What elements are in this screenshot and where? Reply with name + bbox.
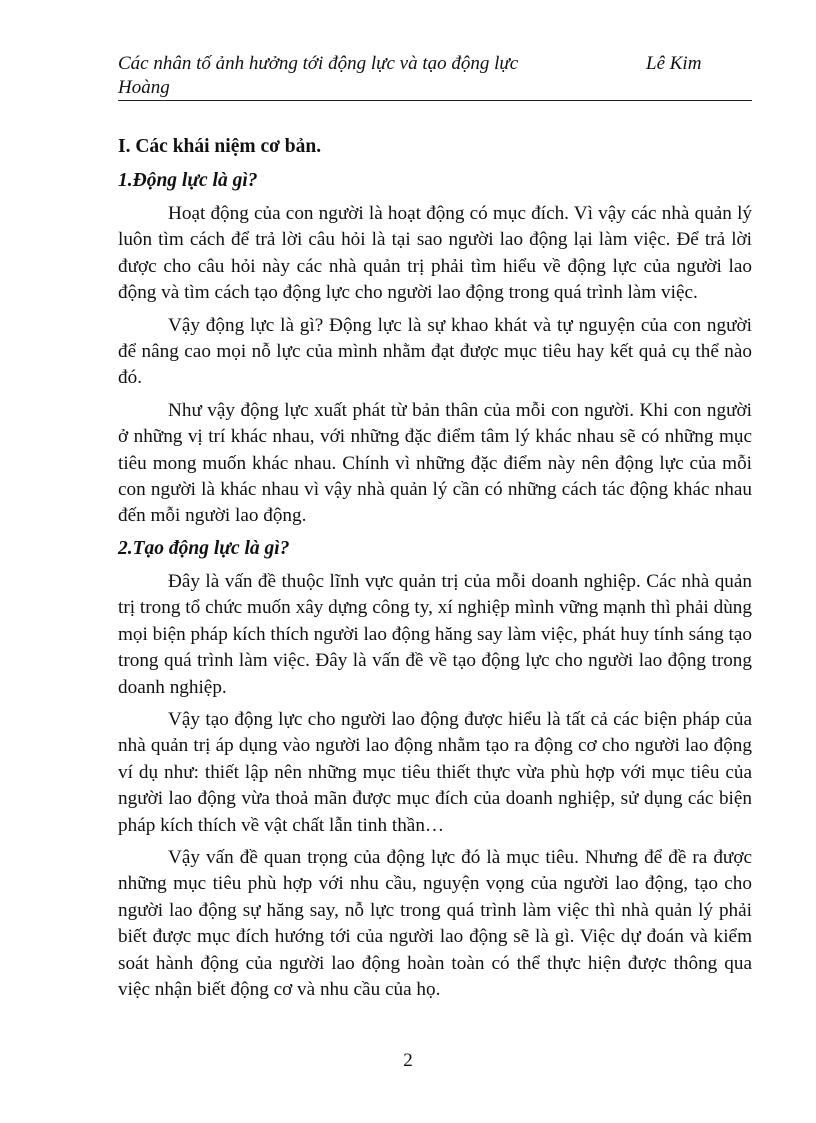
header-author: Lê Kim (646, 53, 702, 74)
page-header (118, 52, 752, 101)
paragraph: Như vậy động lực xuất phát từ bản thân của mỗi con người. Khi con người ở những vị trí khác nhau, với những đặc điểm tâm lý khác nhau sẽ có những mục tiêu mong muốn khác nhau. Chính vì những đặc điểm này nên động lực của mỗi con người là khác nhau vì vậy nhà quản lý cần có những cách tác động khác nhau đến mỗi người lao động. (118, 399, 752, 527)
page-content (118, 134, 752, 1009)
header-title-text: Các nhân tố ảnh hưởng tới động lực và tạo động lực (118, 53, 519, 74)
subsection-heading-2: 2.Tạo động lực là gì? (118, 537, 290, 559)
section-heading: I. Các khái niệm cơ bản. (118, 136, 322, 157)
paragraph: Hoạt động của con người là hoạt động có mục đích. Vì vậy các nhà quản lý luôn tìm cách để trả lời câu hỏi là tại sao người lao động lại làm việc. Để trả lời được cho câu hỏi này các nhà quản trị phải tìm hiểu về động lực của người lao động và tìm cách tạo động lực cho người lao động trong quá trình làm việc. (118, 203, 752, 304)
header-title (118, 52, 678, 100)
paragraph: Vậy vấn đề quan trọng của động lực đó là mục tiêu. Nhưng để đề ra được những mục tiêu phù hợp với nhu cầu, nguyện vọng của người lao động, tạo cho người lao động sự hăng say, nỗ lực trong quá trình làm việc thì nhà quản lý phải biết được mục đích hướng tới của người lao động sẽ là gì. Việc dự đoán và kiểm soát hành động của người lao động hoàn toàn có thể thực hiện được thông qua việc nhận biết động cơ và nhu cầu của họ. (118, 846, 752, 1000)
paragraph: Vậy động lực là gì? Động lực là sự khao khát và tự nguyện của con người để nâng cao mọi nỗ lực của mình nhằm đạt được mục tiêu hay kết quả cụ thể nào đó. (118, 314, 752, 389)
page-number: 2 (403, 1050, 413, 1071)
subsection-heading-1: 1.Động lực là gì? (118, 170, 258, 191)
paragraph: Đây là vấn đề thuộc lĩnh vực quản trị của mỗi doanh nghiệp. Các nhà quản trị trong tổ chức muốn xây dựng công ty, xí nghiệp mình vững mạnh thì phải dùng mọi biện pháp kích thích người lao động hăng say làm việc, phát huy tính sáng tạo trong quá trình làm việc. Đây là vấn đề về tạo động lực cho người lao động trong doanh nghiệp. (118, 570, 752, 698)
header-author-last: Hoàng (118, 77, 170, 98)
paragraph: Vậy tạo động lực cho người lao động được hiểu là tất cả các biện pháp của nhà quản trị áp dụng vào người lao động nhằm tạo ra động cơ cho người lao động ví dụ như: thiết lập nên những mục tiêu thiết thực vừa phù hợp với mục tiêu của người lao động vừa thoả mãn được mục đích của doanh nghiệp, sử dụng các biện pháp kích thích về vật chất lẫn tinh thần… (118, 708, 752, 836)
